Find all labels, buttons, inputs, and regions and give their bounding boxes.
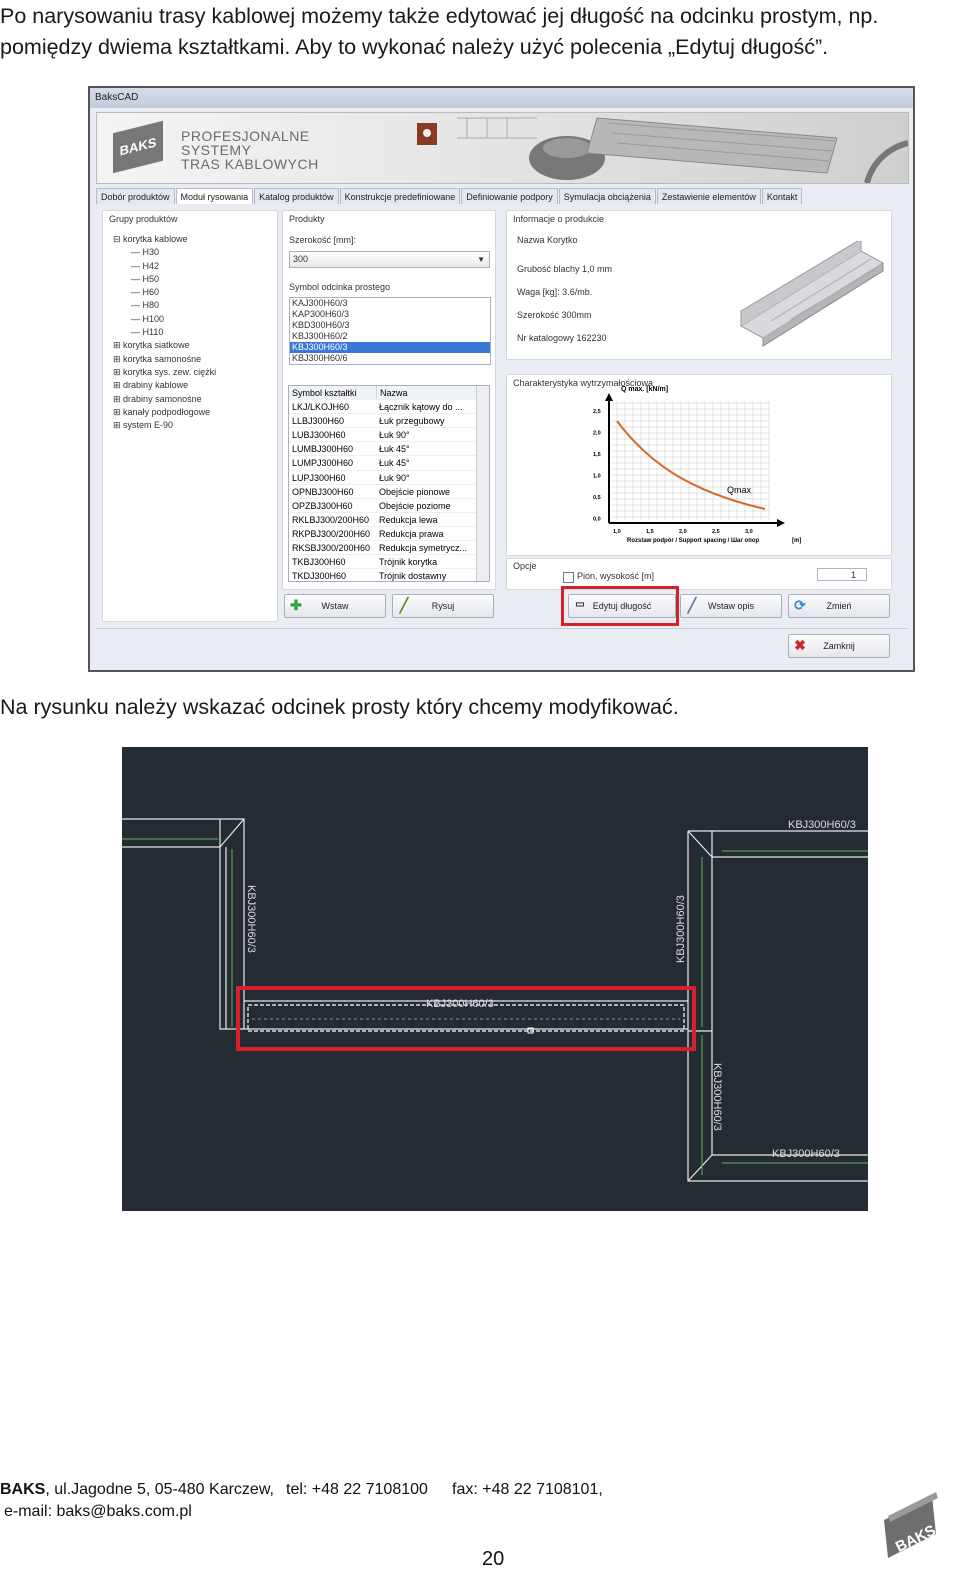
chart-x-arrow <box>777 519 785 527</box>
tab-drawing-module[interactable]: Moduł rysowania <box>176 188 254 204</box>
tree-node[interactable]: ⊞ korytka samonośne <box>113 353 202 364</box>
tree-node[interactable]: ⊟ korytka kablowe <box>113 234 188 244</box>
chart-y-ticks <box>593 409 601 523</box>
shapes-table-body <box>289 400 489 582</box>
chart-x-label: Rozstaw podpór / Support spacing / Шаг опор <box>627 538 760 544</box>
column-header-symbol[interactable]: Symbol kształtki <box>289 386 377 400</box>
shape-symbol-cell: LUPJ300H60 <box>289 471 376 485</box>
tab-element-summary[interactable]: Zestawienie elementów <box>657 188 761 204</box>
table-scrollbar[interactable] <box>476 386 489 581</box>
width-select[interactable] <box>289 251 490 268</box>
intro-line-1: Po narysowaniu trasy kablowej możemy także edytować jej długość na odcinku prostym, np. <box>0 4 879 28</box>
shape-name-cell: Łuk 45° <box>376 456 479 470</box>
table-header <box>289 386 489 400</box>
sheet-thickness: Grubość blachy 1,0 mm <box>517 264 613 274</box>
y-tick-label: 2,0 <box>593 430 601 437</box>
banner-title-line: PROFESJONALNE <box>181 128 310 144</box>
shape-name-cell: Łuk 90° <box>376 471 479 485</box>
close-button[interactable]: ✖ Zamknij <box>788 634 890 658</box>
list-item[interactable]: KBJ300H60/6 <box>292 353 348 363</box>
table-row[interactable] <box>289 555 489 569</box>
cad-label-top-right: KBJ300H60/3 <box>788 819 856 831</box>
tab-predefined-constructions[interactable]: Konstrukcje predefiniowane <box>340 188 461 204</box>
pencil-icon: ╱ <box>687 597 697 613</box>
cad-drawing <box>122 747 868 1211</box>
segment-list[interactable] <box>289 297 491 365</box>
table-row[interactable] <box>289 471 489 485</box>
tree-leaf[interactable]: — H60 <box>131 287 160 298</box>
y-tick-label: 1,0 <box>593 473 601 480</box>
shape-name-cell: Redukcja symetrycz... <box>376 541 479 555</box>
change-button[interactable]: ⟳ Zmień <box>788 594 890 618</box>
load-chart-title: Charakterystyka wytrzymałościowa <box>513 378 654 388</box>
table-row[interactable] <box>289 442 489 456</box>
pencil-icon: ╱ <box>399 597 409 613</box>
products-title: Produkty <box>289 214 325 224</box>
tab-product-catalog[interactable]: Katalog produktów <box>254 188 339 204</box>
table-row[interactable] <box>289 513 489 527</box>
shape-symbol-cell: TKBJ300H60 <box>289 555 376 569</box>
ruler-icon: ▭ <box>575 599 585 610</box>
height-input[interactable]: 1 <box>817 568 867 581</box>
shape-symbol-cell: LUBJ300H60 <box>289 428 376 442</box>
refresh-icon: ⟳ <box>794 597 806 613</box>
insert-description-button[interactable]: ╱ Wstaw opis <box>680 594 782 618</box>
tab-support-definition[interactable]: Definiowanie podpory <box>461 188 558 204</box>
cad-label-selected: KBJ300H60/3 <box>426 998 494 1010</box>
tab-contact[interactable]: Kontakt <box>762 188 803 204</box>
footer-logo-text: BAKS <box>892 1521 939 1556</box>
x-tick-label: 2,5 <box>712 529 720 535</box>
product-name: Nazwa Korytko <box>517 235 578 245</box>
vertical-height-label: Pion, wysokość [m] <box>577 571 655 581</box>
app-banner <box>96 112 909 184</box>
cad-drawing-screenshot <box>122 747 868 1211</box>
list-item[interactable]: KBD300H60/3 <box>292 320 350 330</box>
plus-icon: ✚ <box>290 597 302 613</box>
y-tick-label: 1,5 <box>593 452 601 458</box>
chart-x-unit: [m] <box>792 538 802 544</box>
shape-symbol-cell: LKJ/LKOJH60 <box>289 400 376 414</box>
tree-leaf[interactable]: — H80 <box>131 300 160 311</box>
instruction-paragraph: Na rysunku należy wskazać odcinek prosty który chcemy modyfikować. <box>0 695 679 719</box>
cad-label-bottom-right: KBJ300H60/3 <box>772 1148 840 1160</box>
cad-label-mid-vertical: KBJ300H60/3 <box>675 895 687 963</box>
window-title: BaksCAD <box>90 88 913 108</box>
tab-product-selection[interactable]: Dobór produktów <box>96 188 175 204</box>
baks-logo-icon <box>880 1490 940 1560</box>
banner-products-illustration <box>397 113 908 183</box>
shape-name-cell: Łuk przegubowy <box>376 414 479 428</box>
width-select-value: 300 <box>293 254 309 264</box>
product-groups-tree <box>113 233 216 432</box>
x-tick-label: 1,5 <box>646 529 654 535</box>
footer-email[interactable]: e-mail: baks@baks.com.pl <box>4 1503 192 1520</box>
tree-leaf[interactable]: — H100 <box>131 313 165 324</box>
main-tabs <box>96 188 803 204</box>
options-title: Opcje <box>513 561 537 571</box>
chart-x-ticks <box>613 529 753 535</box>
shape-name-cell: Trójnik dostawny <box>376 569 479 582</box>
baks-footer-logo <box>880 1490 940 1560</box>
shape-name-cell: Obejście pionowe <box>376 485 479 499</box>
shapes-table <box>288 385 490 582</box>
cad-label-right-vertical: KBJ300H60/3 <box>711 1063 723 1131</box>
shape-symbol-cell: TKDJ300H60 <box>289 569 376 582</box>
qmax-curve <box>617 421 765 509</box>
list-item-selected[interactable]: KBJ300H60/3 <box>290 342 490 353</box>
shape-symbol-cell: LUMPJ300H60 <box>289 456 376 470</box>
edit-length-button[interactable]: ▭ Edytuj długość <box>568 594 676 618</box>
table-row[interactable] <box>289 456 489 470</box>
footer-address <box>0 1480 274 1500</box>
product-groups-panel <box>102 210 278 622</box>
shape-symbol-cell: RKLBJ300/200H60 <box>289 513 376 527</box>
chart-y-arrow <box>605 393 613 401</box>
shape-name-cell: Obejście poziome <box>376 499 479 513</box>
product-weight: Waga [kg]: 3.6/mb. <box>517 287 593 297</box>
table-row[interactable] <box>289 428 489 442</box>
table-row[interactable] <box>289 499 489 513</box>
footer-street: , ul.Jagodne 5, 05-480 Karczew, <box>45 1481 274 1498</box>
tree-node[interactable]: ⊞ korytka sys. zew. ciężki <box>113 366 217 377</box>
y-tick-label: 0,0 <box>593 516 601 523</box>
tree-node[interactable]: ⊞ system E-90 <box>113 420 174 431</box>
shape-name-cell: Łącznik kątowy do ... <box>376 400 479 414</box>
divider <box>96 628 907 629</box>
product-info-panel <box>506 210 892 360</box>
tree-node[interactable]: ⊞ drabiny kablowe <box>113 380 189 391</box>
x-tick-label: 1,0 <box>613 529 621 535</box>
tree-leaf[interactable]: — H30 <box>131 247 160 258</box>
edit-length-highlight <box>561 586 679 626</box>
shape-name-cell: Łuk 90° <box>376 428 479 442</box>
x-tick-label: 3,0 <box>745 529 753 535</box>
insert-button[interactable]: ✚ Wstaw <box>284 594 386 618</box>
footer-tel: tel: +48 22 7108100 <box>286 1481 428 1498</box>
chevron-down-icon: ▼ <box>477 255 485 264</box>
load-chart <box>587 381 817 551</box>
shape-symbol-cell: LUMBJ300H60 <box>289 442 376 456</box>
table-row[interactable] <box>289 569 489 582</box>
shape-name-cell: Łuk 45° <box>376 442 479 456</box>
cad-label-left-vertical: KBJ300H60/3 <box>245 885 257 953</box>
cable-tray-image <box>731 241 887 349</box>
draw-button[interactable]: ╱ Rysuj <box>392 594 494 618</box>
shape-name-cell: Redukcja lewa <box>376 513 479 527</box>
footer-fax: fax: +48 22 7108101, <box>452 1481 603 1498</box>
intro-line-2: pomiędzy dwiema kształtkami. Aby to wykonać należy użyć polecenia „Edytuj długość”. <box>0 35 829 59</box>
shape-name-cell: Redukcja prawa <box>376 527 479 541</box>
qmax-curve-label: Qmax <box>727 485 752 495</box>
product-groups-title: Grupy produktów <box>109 214 178 224</box>
y-tick-label: 2,5 <box>593 409 601 415</box>
list-item[interactable]: KBJ300H60/2 <box>292 331 348 341</box>
close-icon: ✖ <box>794 637 806 653</box>
load-chart-panel <box>506 374 892 556</box>
table-row[interactable] <box>289 485 489 499</box>
shape-name-cell: Trójnik korytka <box>376 555 479 569</box>
shape-symbol-cell: OPNBJ300H60 <box>289 485 376 499</box>
x-tick-label: 2,0 <box>679 529 687 535</box>
product-width: Szerokość 300mm <box>517 310 592 320</box>
tree-leaf[interactable]: — H42 <box>131 260 160 271</box>
tab-load-simulation[interactable]: Symulacja obciążenia <box>559 188 656 204</box>
y-tick-label: 0,5 <box>593 495 601 501</box>
table-row[interactable] <box>289 400 489 414</box>
tree-leaf[interactable]: — H50 <box>131 273 160 284</box>
segment-symbol-label: Symbol odcinka prostego <box>289 282 391 292</box>
banner-title-line: TRAS KABLOWYCH <box>181 156 319 172</box>
column-header-name[interactable]: Nazwa <box>377 386 481 400</box>
list-item[interactable]: KAJ300H60/3 <box>292 298 348 308</box>
chart-y-label: Q max. [kN/m] <box>621 386 669 393</box>
banner-title-line: SYSTEMY <box>181 142 252 158</box>
list-item[interactable]: KAP300H60/3 <box>292 309 350 319</box>
banner-title <box>181 129 319 171</box>
tree-leaf[interactable]: — H110 <box>131 327 164 338</box>
catalog-number: Nr katalogowy 162230 <box>517 333 607 343</box>
shape-symbol-cell: RKSBJ300/200H60 <box>289 541 376 555</box>
shape-symbol-cell: OPZBJ300H60 <box>289 499 376 513</box>
shape-symbol-cell: RKPBJ300/200H60 <box>289 527 376 541</box>
table-row[interactable] <box>289 541 489 555</box>
tree-node[interactable]: ⊞ korytka siatkowe <box>113 340 190 351</box>
width-label: Szerokość [mm]: <box>289 235 357 245</box>
footer-company: BAKS <box>0 1481 46 1498</box>
tree-node[interactable]: ⊞ drabiny samonośne <box>113 393 202 404</box>
table-row[interactable] <box>289 414 489 428</box>
vertical-height-checkbox[interactable] <box>563 572 574 583</box>
shape-symbol-cell: LLBJ300H60 <box>289 414 376 428</box>
tree-node[interactable]: ⊞ kanały podpodłogowe <box>113 406 211 417</box>
bakscad-window-screenshot <box>88 86 915 672</box>
product-info-title: Informacje o produkcie <box>513 214 605 224</box>
baks-logo: BAKS <box>113 121 163 173</box>
page-number: 20 <box>482 1548 505 1570</box>
table-row[interactable] <box>289 527 489 541</box>
